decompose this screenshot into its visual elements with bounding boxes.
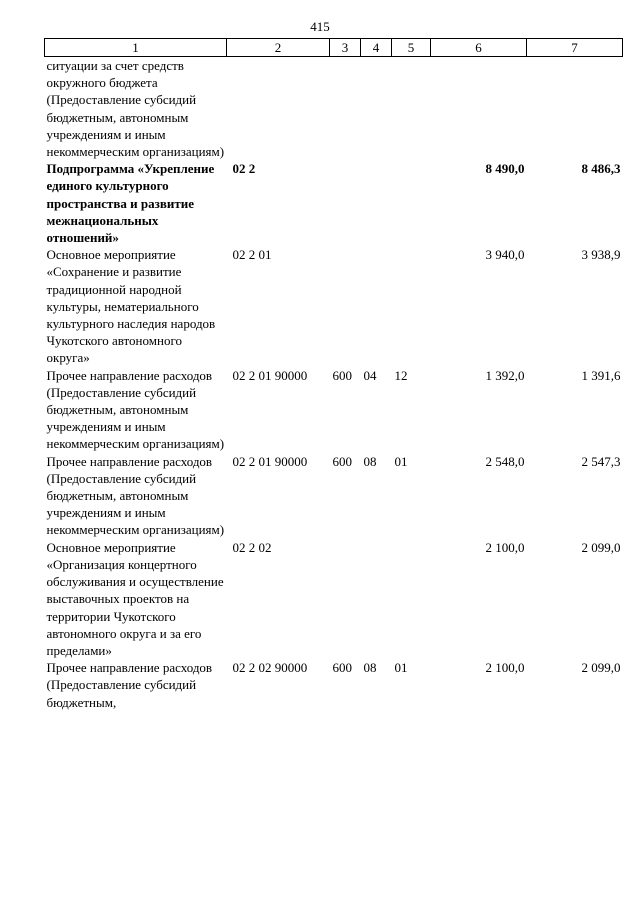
table-row [45,539,623,659]
cell-target-article [227,57,330,161]
cell-target-article: 02 2 01 90000 [232,367,308,383]
header-row [45,39,623,57]
cell-name: Основное мероприятие «Организация концертного обслуживания и осуществление выставочных проектов на территории Чукотского автономного округа и за его пределами» [46,539,224,658]
table-row [45,246,623,366]
cell-section [361,539,392,659]
cell-subsection [392,539,431,659]
header-col-2: 2 [227,39,330,57]
header-col-3: 3 [330,39,361,57]
cell-section: 04 [363,367,377,383]
cell-actual-amount: 8 486,3 [581,161,621,177]
cell-expense-type [330,57,361,161]
header-col-1: 1 [45,39,227,57]
cell-actual-amount: 3 938,9 [581,247,621,263]
cell-section [361,246,392,366]
cell-expense-type [330,539,361,659]
cell-expense-type [330,160,361,246]
table-row [45,367,623,453]
cell-subsection: 01 [394,660,408,676]
cell-planned-amount: 1 392,0 [485,367,525,383]
cell-name: ситуации за счет средств окружного бюджета (Предоставление субсидий бюджетным, автономным учреждениям и иным некоммерческим организациям) [46,58,225,160]
cell-expense-type: 600 [332,660,352,676]
cell-actual-amount [527,57,623,161]
table-body [45,57,623,711]
cell-target-article: 02 2 02 [232,539,272,555]
cell-expense-type: 600 [332,367,352,383]
cell-planned-amount [431,57,527,161]
table-header [45,39,623,57]
cell-expense-type: 600 [332,453,352,469]
cell-target-article: 02 2 01 90000 [232,453,308,469]
cell-section: 08 [363,660,377,676]
cell-subsection: 12 [394,367,408,383]
cell-actual-amount: 2 547,3 [581,453,621,469]
cell-expense-type [330,246,361,366]
cell-planned-amount: 8 490,0 [485,161,525,177]
header-col-6: 6 [431,39,527,57]
cell-target-article: 02 2 [232,161,256,177]
cell-name: Прочее направление расходов (Предоставление субсидий бюджетным, автономным учреждениям и иным некоммерческим организациям) [46,453,225,538]
cell-planned-amount: 2 548,0 [485,453,525,469]
cell-planned-amount: 2 100,0 [485,660,525,676]
table-row [45,160,623,246]
cell-actual-amount: 2 099,0 [581,660,621,676]
cell-target-article: 02 2 01 [232,247,272,263]
cell-section [361,160,392,246]
cell-name: Прочее направление расходов (Предоставление субсидий бюджетным, автономным учреждениям и иным некоммерческим организациям) [46,367,225,452]
cell-section: 08 [363,453,377,469]
page-number: 415 [310,19,330,34]
budget-table [44,38,623,711]
cell-name: Прочее направление расходов (Предоставление субсидий бюджетным, [46,660,213,710]
table-row [45,57,623,161]
cell-subsection [392,160,431,246]
cell-actual-amount: 1 391,6 [581,367,621,383]
cell-subsection: 01 [394,453,408,469]
cell-planned-amount: 3 940,0 [485,247,525,263]
cell-subsection [392,246,431,366]
cell-name: Основное мероприятие «Сохранение и развитие традиционной народной культуры, нематериального культурного наследия народов Чукотского автономного округа» [46,247,216,366]
table-row [45,659,623,711]
cell-actual-amount: 2 099,0 [581,539,621,555]
cell-target-article: 02 2 02 90000 [232,660,308,676]
cell-name: Подпрограмма «Укрепление единого культурного пространства и развитие межнациональных отношений» [46,161,215,246]
header-col-5: 5 [392,39,431,57]
header-col-4: 4 [361,39,392,57]
cell-section [361,57,392,161]
header-col-7: 7 [527,39,623,57]
cell-planned-amount: 2 100,0 [485,539,525,555]
cell-subsection [392,57,431,161]
table-row [45,453,623,539]
